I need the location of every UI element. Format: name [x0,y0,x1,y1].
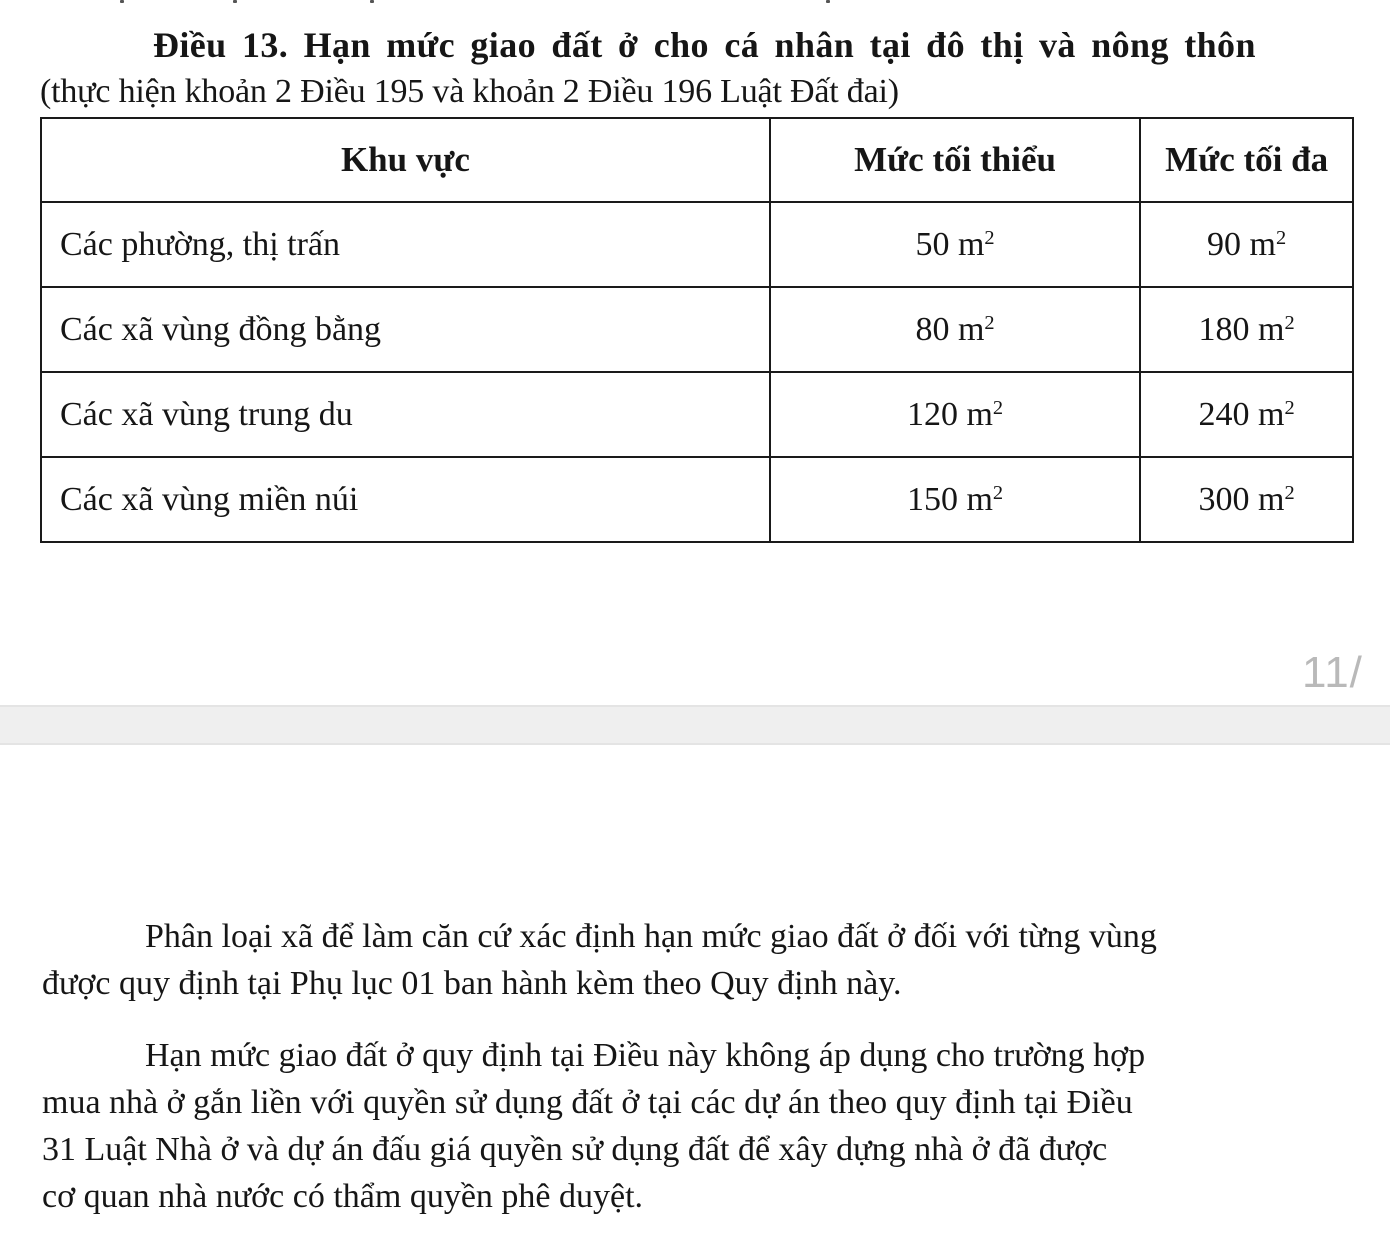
min-cell: 120 $m^2$ [770,372,1140,457]
area-cell: Các xã vùng đồng bằng [41,287,770,372]
paragraph-line: mua nhà ở gắn liền với quyền sử dụng đất ở tại các dự án theo quy định tại Điều [42,1084,1133,1121]
area-cell: Các phường, thị trấn [41,202,770,287]
cropped-previous-text [0,0,1390,6]
page-indicator: 11/ [1302,648,1363,697]
max-cell: 180 $m^2$ [1140,287,1353,372]
header-area: Khu vực [41,118,770,202]
paragraph-line: cơ quan nhà nước có thẩm quyền phê duyệt. [42,1178,644,1215]
paragraph-line: 31 Luật Nhà ở và dự án đấu giá quyền sử dụng đất để xây dựng nhà ở đã được [42,1131,1108,1168]
table-header-row [41,118,1353,202]
page-separator [0,705,1390,745]
table-row [41,287,1353,372]
max-cell: 240 $m^2$ [1140,372,1353,457]
max-cell: 300 $m^2$ [1140,457,1353,542]
paragraph-commune-classification [42,913,1354,1007]
area-cell: Các xã vùng miền núi [41,457,770,542]
paragraph-line: được quy định tại Phụ lục 01 ban hành kèm theo Quy định này. [42,965,902,1002]
paragraph-line: Phân loại xã để làm căn cứ xác định hạn mức giao đất ở đối với từng vùng [145,918,1157,955]
header-minimum: Mức tối thiểu [770,118,1140,202]
paragraph-line: Hạn mức giao đất ở quy định tại Điều này không áp dụng cho trường hợp [145,1037,1146,1074]
header-maximum: Mức tối đa [1140,118,1353,202]
min-cell: 50 $m^2$ [770,202,1140,287]
table-row [41,202,1353,287]
table-row [41,372,1353,457]
area-cell: Các xã vùng trung du [41,372,770,457]
min-cell: 150 $m^2$ [770,457,1140,542]
article-title: Điều 13. Hạn mức giao đất ở cho cá nhân tại đô thị và nông thôn [153,25,1256,65]
land-limit-table [40,117,1354,543]
article-subtitle: (thực hiện khoản 2 Điều 195 và khoản 2 Điều 196 Luật Đất đai) [40,73,899,110]
paragraph-limit-exceptions [42,1032,1354,1220]
max-cell: 90 $m^2$ [1140,202,1353,287]
min-cell: 80 $m^2$ [770,287,1140,372]
table-row [41,457,1353,542]
